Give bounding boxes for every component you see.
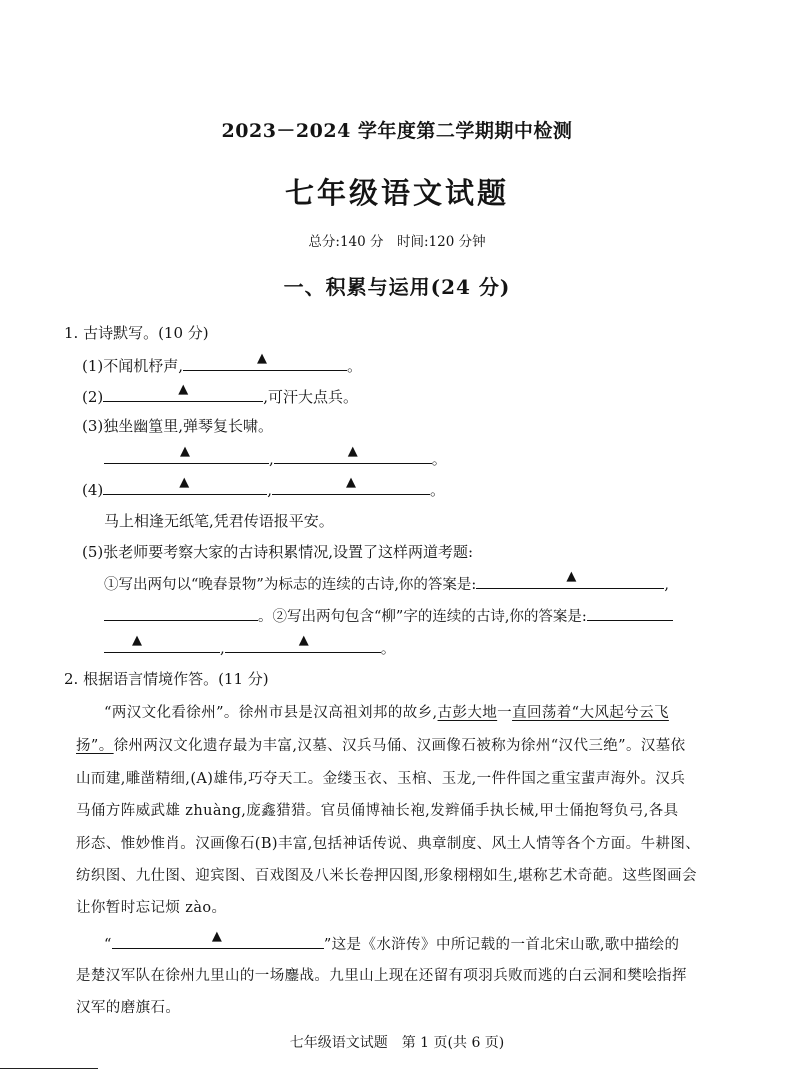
answer-blank[interactable]: [112, 929, 324, 949]
triangle-marker: ▲: [211, 929, 223, 944]
answer-blank[interactable]: [103, 382, 263, 402]
q1-item-5-b-text: 。②写出两句包含“柳”字的连续的古诗,你的答案是:: [258, 609, 587, 625]
passage-text: ”这是《水浒传》中所记载的一首北宋山歌,歌中描绘的: [323, 937, 680, 953]
q1-item-3: (3)独坐幽篁里,弹琴复长啸。: [82, 417, 274, 435]
answer-blank[interactable]: [104, 444, 269, 464]
underlined-phrase: 直回荡着“大风起兮云飞: [512, 705, 669, 721]
exam-term: 2023－2024 学年度第二学期期中检测: [221, 120, 573, 142]
triangle-marker: ▲: [132, 633, 142, 648]
punct: 。: [347, 357, 363, 375]
q1-item-4-given: 马上相逢无纸笔,凭君传语报平安。: [104, 512, 334, 530]
passage-text: 徐州两汉文化遗存最为丰富,汉墓、汉兵马俑、汉画像石被称为徐州“汉代三绝”。汉墓依: [113, 738, 686, 754]
q2-passage-line-7: 让你暂时忘记烦 zào。: [76, 900, 227, 916]
q1-heading: 1. 古诗默写。(10 分): [64, 324, 209, 342]
punct: 。: [380, 639, 396, 657]
triangle-marker: ▲: [180, 444, 190, 459]
answer-blank[interactable]: [104, 633, 220, 653]
passage-text: “两汉文化看徐州”。徐州市县是汉高祖刘邦的故乡,: [104, 705, 438, 721]
punct: ,: [267, 481, 273, 499]
q2-passage-line-6: 纺织图、九仕图、迎宾图、百戏图及八米长卷押囚图,形象栩栩如生,堪称艺术奇葩。这些图画会: [76, 868, 697, 884]
triangle-marker: ▲: [179, 475, 190, 490]
triangle-marker: ▲: [178, 382, 189, 397]
punct: 。: [430, 481, 446, 499]
q1-item-5-b: [104, 604, 673, 626]
exam-title: 七年级语文试题: [284, 176, 509, 210]
section-heading: 一、积累与运用(24 分): [283, 275, 511, 299]
q1-item-4-num: (4): [82, 481, 104, 499]
answer-blank[interactable]: [103, 475, 267, 495]
triangle-marker: ▲: [298, 633, 309, 648]
q1-item-2-num: (2): [82, 388, 104, 406]
q1-item-2-text: ,可汗大点兵。: [263, 388, 359, 406]
triangle-marker: ▲: [347, 444, 358, 459]
answer-blank[interactable]: [183, 351, 347, 371]
answer-blank[interactable]: [104, 604, 258, 621]
q1-item-5-a: [104, 569, 669, 594]
q1-item-3-answers: [104, 444, 447, 469]
answer-blank[interactable]: [274, 444, 432, 464]
triangle-marker: ▲: [257, 351, 268, 366]
q2-passage-line-4: 马俑方阵威武雄 zhuàng,庞鑫猎猎。官员俑博袖长袍,发辫俑手执长械,甲士俑抱弩负弓,各具: [76, 803, 679, 819]
underlined-phrase: 古彭大地: [437, 705, 498, 721]
q2-passage-line-1: [104, 701, 669, 722]
footer-rule: [0, 1068, 98, 1069]
passage-text: 一: [497, 705, 513, 721]
triangle-marker: ▲: [346, 475, 357, 490]
q2-passage-line-2: [76, 734, 686, 755]
q2-passage-line-3: 山而建,雕凿精细,(A)雄伟,巧夺天工。金缕玉衣、玉棺、玉龙,一件件国之重宝蜚声海外。汉兵: [76, 771, 686, 787]
q1-item-5: (5)张老师要考察大家的古诗积累情况,设置了这样两道考题:: [82, 543, 474, 561]
punct: 。: [431, 450, 447, 468]
q2-passage2-line-1: [104, 929, 680, 954]
page-footer: 七年级语文试题 第 1 页(共 6 页): [289, 1035, 505, 1051]
q1-item-5-a-text: ①写出两句以“晚春景物”为标志的连续的古诗,你的答案是:: [104, 577, 477, 593]
triangle-marker: ▲: [566, 569, 577, 584]
answer-blank[interactable]: [225, 633, 381, 653]
answer-blank[interactable]: [272, 475, 430, 495]
exam-meta: 总分:140 分 时间:120 分钟: [308, 234, 486, 250]
quote-mark: “: [104, 937, 112, 953]
q1-item-1-text: (1)不闻机杼声,: [82, 357, 184, 375]
q2-passage2-line-2: 是楚汉军队在徐州九里山的一场鏖战。九里山上现在还留有项羽兵败而逃的白云洞和樊哙指挥: [76, 968, 687, 984]
q1-item-5-b-answers: [104, 633, 396, 658]
answer-blank[interactable]: [587, 604, 673, 621]
q1-item-1: [82, 351, 363, 376]
q1-item-2: [82, 382, 359, 407]
q2-passage2-line-3: 汉军的磨旗石。: [76, 1000, 181, 1016]
q2-passage-line-5: 形态、惟妙惟肖。汉画像石(B)丰富,包括神话传说、典章制度、风土人情等各个方面。牛耕图、: [76, 836, 701, 852]
q1-item-4: [82, 475, 446, 500]
underlined-phrase: 扬”。: [76, 738, 114, 754]
q2-heading: 2. 根据语言情境作答。(11 分): [64, 670, 269, 688]
answer-blank[interactable]: [476, 569, 664, 589]
punct: ,: [220, 639, 225, 657]
punct: ,: [269, 450, 274, 468]
punct: ,: [664, 577, 669, 593]
